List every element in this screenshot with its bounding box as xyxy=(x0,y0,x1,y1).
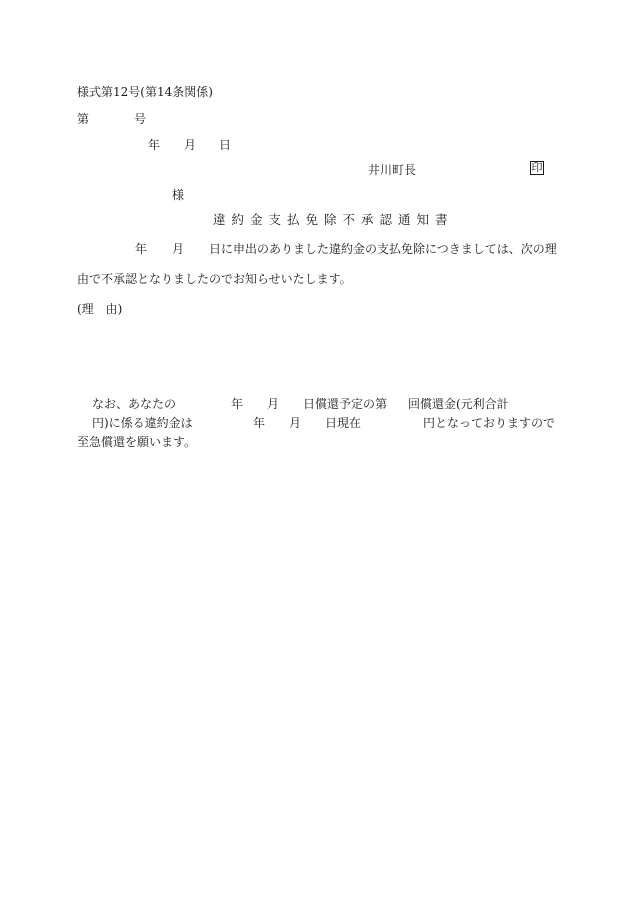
number-suffix: 号 xyxy=(134,112,147,126)
notice-line1-month: 月 xyxy=(267,397,280,411)
body-line-1: 日に申出のありました違約金の支払免除につきましては、次の理 xyxy=(209,242,557,256)
reason-label: (理 由) xyxy=(77,302,123,316)
notice-line2-month: 月 xyxy=(289,416,302,430)
body-month: 月 xyxy=(172,242,185,256)
seal-mark xyxy=(530,161,544,175)
notice-line2-year: 年 xyxy=(253,416,266,430)
date-month: 月 xyxy=(184,138,197,152)
addressee-suffix: 様 xyxy=(172,188,185,202)
issuer-name: 井川町長 xyxy=(368,163,417,177)
body-line-2: 由で不承認となりましたのでお知らせいたします。 xyxy=(77,272,352,286)
body-year: 年 xyxy=(135,242,148,256)
date-day: 日 xyxy=(219,138,232,152)
notice-line1-mid: 日償還予定の第 xyxy=(303,397,388,411)
notice-line3: 至急償還を願います。 xyxy=(77,435,197,449)
form-header: 様式第12号(第14条関係) xyxy=(77,85,213,99)
notice-line1-start: なお、あなたの xyxy=(92,397,177,411)
number-prefix: 第 xyxy=(77,112,90,126)
seal-text: 印 xyxy=(531,161,543,174)
date-year: 年 xyxy=(148,138,161,152)
notice-line2-start: 円)に係る違約金は xyxy=(92,416,193,430)
notice-line2-mid: 日現在 xyxy=(325,416,362,430)
notice-line1-end: 回償還金(元利合計 xyxy=(408,397,509,411)
document-title: 違約金支払免除不承認通知書 xyxy=(213,212,454,227)
notice-line2-end: 円となっておりますので xyxy=(423,416,556,430)
notice-line1-year: 年 xyxy=(231,397,244,411)
